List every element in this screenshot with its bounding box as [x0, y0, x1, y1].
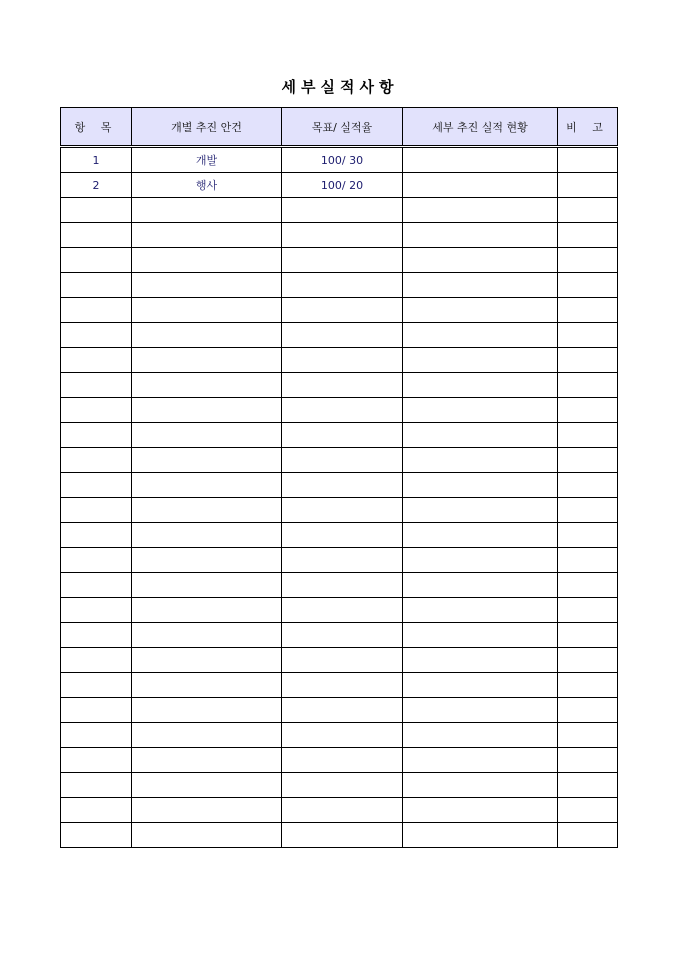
- cell-detail[interactable]: [403, 698, 558, 723]
- cell-note[interactable]: [558, 573, 618, 598]
- cell-item[interactable]: [61, 298, 132, 323]
- cell-detail[interactable]: [403, 373, 558, 398]
- cell-item[interactable]: [61, 248, 132, 273]
- table-header-row: [61, 108, 618, 147]
- table-row: [61, 523, 618, 548]
- cell-detail[interactable]: [403, 298, 558, 323]
- table-row: [61, 173, 618, 198]
- cell-item[interactable]: [61, 823, 132, 848]
- cell-note[interactable]: [558, 298, 618, 323]
- cell-item[interactable]: [61, 198, 132, 223]
- cell-target[interactable]: [282, 823, 403, 848]
- cell-agenda[interactable]: [132, 448, 282, 473]
- cell-agenda[interactable]: [132, 623, 282, 648]
- cell-note[interactable]: [558, 623, 618, 648]
- cell-item[interactable]: [61, 223, 132, 248]
- cell-note[interactable]: [558, 323, 618, 348]
- table-row: [61, 598, 618, 623]
- cell-agenda[interactable]: [132, 798, 282, 823]
- cell-target[interactable]: [282, 398, 403, 423]
- cell-target[interactable]: [282, 548, 403, 573]
- cell-target[interactable]: [282, 648, 403, 673]
- cell-target[interactable]: [282, 798, 403, 823]
- cell-target[interactable]: [282, 698, 403, 723]
- cell-item[interactable]: [61, 423, 132, 448]
- table-row: [61, 147, 618, 173]
- cell-note[interactable]: [558, 423, 618, 448]
- cell-detail[interactable]: [403, 573, 558, 598]
- cell-item[interactable]: [61, 498, 132, 523]
- cell-target[interactable]: [282, 748, 403, 773]
- performance-table: [60, 107, 618, 848]
- cell-agenda[interactable]: [132, 348, 282, 373]
- cell-note[interactable]: [558, 523, 618, 548]
- table-row: [61, 273, 618, 298]
- table-row: [61, 823, 618, 848]
- cell-item[interactable]: [61, 398, 132, 423]
- cell-item[interactable]: [61, 798, 132, 823]
- cell-item[interactable]: [61, 448, 132, 473]
- cell-detail[interactable]: [403, 198, 558, 223]
- cell-note[interactable]: [558, 648, 618, 673]
- cell-note[interactable]: [558, 598, 618, 623]
- cell-agenda[interactable]: [132, 723, 282, 748]
- cell-item[interactable]: [61, 373, 132, 398]
- cell-note[interactable]: [558, 373, 618, 398]
- cell-agenda[interactable]: [132, 698, 282, 723]
- cell-agenda[interactable]: [132, 548, 282, 573]
- cell-target[interactable]: [282, 198, 403, 223]
- cell-agenda[interactable]: 개발: [132, 147, 282, 173]
- cell-detail[interactable]: [403, 323, 558, 348]
- table-body: [61, 147, 618, 848]
- cell-note[interactable]: [558, 448, 618, 473]
- cell-target[interactable]: 100/ 20: [282, 173, 403, 198]
- cell-detail[interactable]: [403, 147, 558, 173]
- cell-detail[interactable]: [403, 248, 558, 273]
- page-title: 세부실적사항: [281, 78, 399, 96]
- cell-target[interactable]: [282, 598, 403, 623]
- cell-item[interactable]: [61, 598, 132, 623]
- cell-note[interactable]: [558, 173, 618, 198]
- cell-note[interactable]: [558, 798, 618, 823]
- cell-target[interactable]: [282, 573, 403, 598]
- cell-target[interactable]: [282, 373, 403, 398]
- cell-detail[interactable]: [403, 773, 558, 798]
- cell-agenda[interactable]: [132, 273, 282, 298]
- cell-detail[interactable]: [403, 448, 558, 473]
- cell-agenda[interactable]: [132, 473, 282, 498]
- cell-item[interactable]: [61, 723, 132, 748]
- cell-note[interactable]: [558, 273, 618, 298]
- header-note: 비 고: [558, 108, 618, 147]
- cell-target[interactable]: [282, 523, 403, 548]
- cell-agenda[interactable]: [132, 298, 282, 323]
- cell-agenda[interactable]: [132, 498, 282, 523]
- cell-detail[interactable]: [403, 648, 558, 673]
- header-detail: 세부 추진 실적 현황: [403, 108, 558, 147]
- cell-note[interactable]: [558, 548, 618, 573]
- cell-note[interactable]: [558, 723, 618, 748]
- cell-detail[interactable]: [403, 473, 558, 498]
- cell-target[interactable]: [282, 473, 403, 498]
- cell-detail[interactable]: [403, 398, 558, 423]
- cell-detail[interactable]: [403, 273, 558, 298]
- header-item: 항 목: [61, 108, 132, 147]
- header-agenda: 개별 추진 안건: [132, 108, 282, 147]
- table-row: [61, 648, 618, 673]
- cell-item[interactable]: [61, 623, 132, 648]
- cell-detail[interactable]: [403, 598, 558, 623]
- cell-item[interactable]: 1: [61, 147, 132, 173]
- table-row: [61, 723, 618, 748]
- table-row: [61, 548, 618, 573]
- table-row: [61, 398, 618, 423]
- cell-agenda[interactable]: [132, 748, 282, 773]
- cell-item[interactable]: [61, 648, 132, 673]
- table-row: [61, 498, 618, 523]
- cell-detail[interactable]: [403, 523, 558, 548]
- cell-detail[interactable]: [403, 623, 558, 648]
- table-row: [61, 773, 618, 798]
- cell-target[interactable]: [282, 773, 403, 798]
- cell-agenda[interactable]: [132, 198, 282, 223]
- table-row: [61, 323, 618, 348]
- cell-agenda[interactable]: [132, 773, 282, 798]
- cell-detail[interactable]: [403, 223, 558, 248]
- cell-item[interactable]: [61, 273, 132, 298]
- cell-note[interactable]: [558, 773, 618, 798]
- cell-detail[interactable]: [403, 723, 558, 748]
- cell-item[interactable]: [61, 548, 132, 573]
- cell-target[interactable]: [282, 248, 403, 273]
- cell-note[interactable]: [558, 748, 618, 773]
- cell-detail[interactable]: [403, 348, 558, 373]
- cell-agenda[interactable]: [132, 373, 282, 398]
- cell-agenda[interactable]: [132, 573, 282, 598]
- cell-agenda[interactable]: [132, 423, 282, 448]
- cell-target[interactable]: [282, 448, 403, 473]
- cell-target[interactable]: [282, 323, 403, 348]
- cell-target[interactable]: [282, 498, 403, 523]
- cell-agenda[interactable]: [132, 598, 282, 623]
- table-row: [61, 298, 618, 323]
- cell-item[interactable]: [61, 773, 132, 798]
- cell-note[interactable]: [558, 823, 618, 848]
- cell-item[interactable]: [61, 348, 132, 373]
- cell-target[interactable]: [282, 348, 403, 373]
- cell-agenda[interactable]: [132, 673, 282, 698]
- table-row: [61, 198, 618, 223]
- table-row: [61, 573, 618, 598]
- cell-target[interactable]: [282, 223, 403, 248]
- cell-item[interactable]: [61, 698, 132, 723]
- cell-note[interactable]: [558, 473, 618, 498]
- table-row: [61, 698, 618, 723]
- cell-detail[interactable]: [403, 173, 558, 198]
- cell-note[interactable]: [558, 673, 618, 698]
- cell-item[interactable]: [61, 748, 132, 773]
- cell-agenda[interactable]: [132, 523, 282, 548]
- table-row: [61, 373, 618, 398]
- table-row: [61, 423, 618, 448]
- cell-agenda[interactable]: 행사: [132, 173, 282, 198]
- cell-detail[interactable]: [403, 423, 558, 448]
- cell-agenda[interactable]: [132, 398, 282, 423]
- cell-agenda[interactable]: [132, 323, 282, 348]
- cell-note[interactable]: [558, 198, 618, 223]
- cell-detail[interactable]: [403, 823, 558, 848]
- cell-target[interactable]: [282, 423, 403, 448]
- header-target: 목표/ 실적율: [282, 108, 403, 147]
- cell-target[interactable]: [282, 723, 403, 748]
- cell-target[interactable]: 100/ 30: [282, 147, 403, 173]
- cell-detail[interactable]: [403, 498, 558, 523]
- cell-note[interactable]: [558, 147, 618, 173]
- cell-note[interactable]: [558, 398, 618, 423]
- table-row: [61, 748, 618, 773]
- table-row: [61, 448, 618, 473]
- cell-agenda[interactable]: [132, 223, 282, 248]
- cell-note[interactable]: [558, 248, 618, 273]
- cell-target[interactable]: [282, 623, 403, 648]
- table-row: [61, 348, 618, 373]
- cell-agenda[interactable]: [132, 248, 282, 273]
- table-row: [61, 623, 618, 648]
- cell-agenda[interactable]: [132, 648, 282, 673]
- cell-target[interactable]: [282, 673, 403, 698]
- table-row: [61, 473, 618, 498]
- table-row: [61, 673, 618, 698]
- cell-item[interactable]: [61, 323, 132, 348]
- cell-item[interactable]: [61, 673, 132, 698]
- cell-agenda[interactable]: [132, 823, 282, 848]
- cell-item[interactable]: [61, 473, 132, 498]
- cell-detail[interactable]: [403, 548, 558, 573]
- table-row: [61, 798, 618, 823]
- cell-note[interactable]: [558, 698, 618, 723]
- cell-target[interactable]: [282, 273, 403, 298]
- cell-target[interactable]: [282, 298, 403, 323]
- table-row: [61, 223, 618, 248]
- cell-detail[interactable]: [403, 673, 558, 698]
- cell-note[interactable]: [558, 223, 618, 248]
- cell-detail[interactable]: [403, 798, 558, 823]
- table-row: [61, 248, 618, 273]
- cell-item[interactable]: [61, 573, 132, 598]
- cell-note[interactable]: [558, 348, 618, 373]
- cell-item[interactable]: [61, 523, 132, 548]
- cell-item[interactable]: 2: [61, 173, 132, 198]
- cell-note[interactable]: [558, 498, 618, 523]
- cell-detail[interactable]: [403, 748, 558, 773]
